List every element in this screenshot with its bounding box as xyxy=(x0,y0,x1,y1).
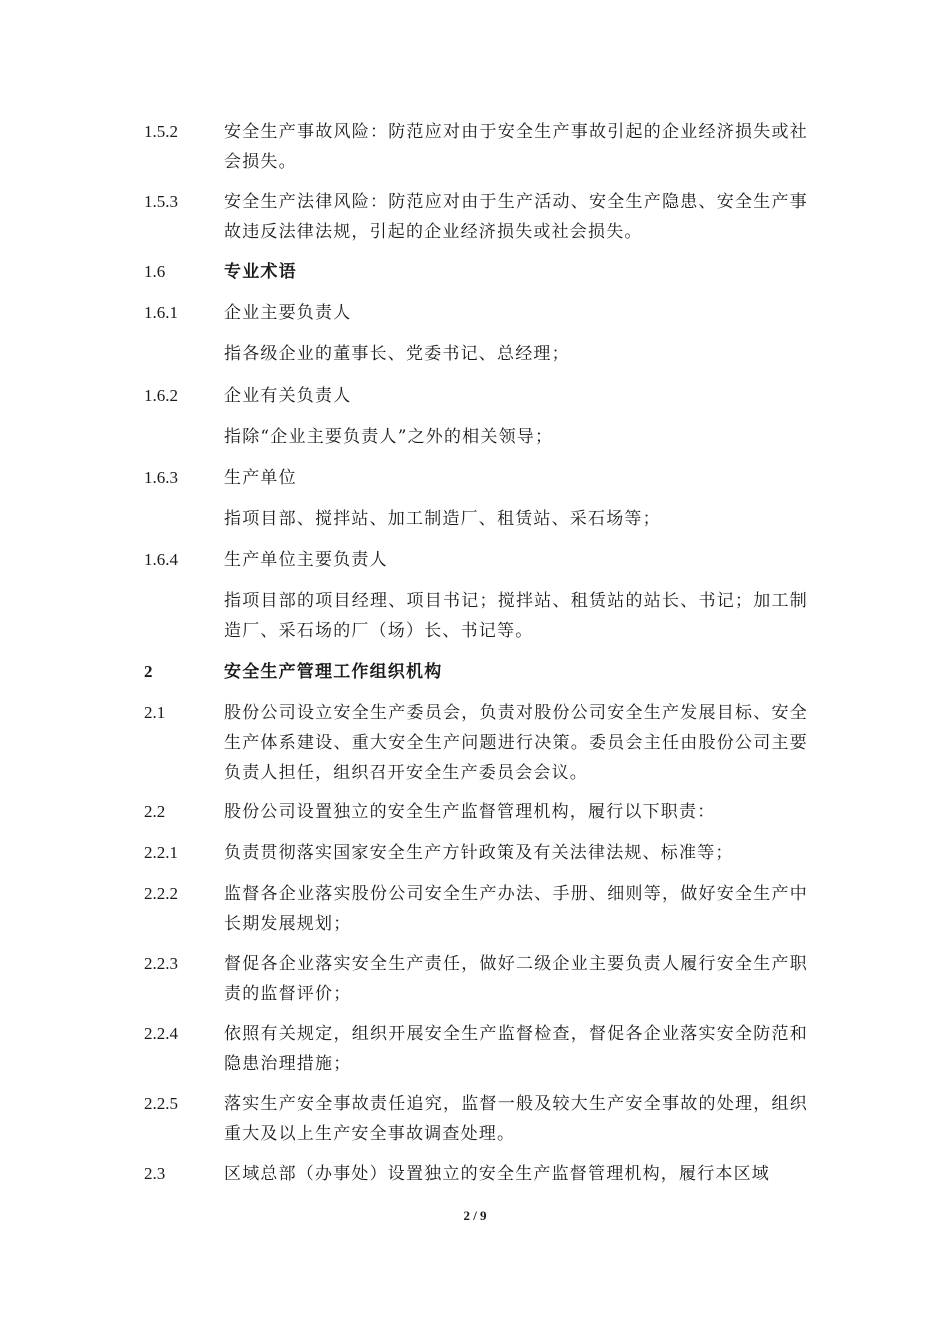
clause-text: 区域总部（办事处）设置独立的安全生产监督管理机构，履行本区域 xyxy=(224,1164,770,1184)
clause-number: 2.2.2 xyxy=(144,884,178,903)
clause-number: 1.5.2 xyxy=(144,122,178,141)
section-number: 1.6 xyxy=(144,262,166,281)
clause-text: 安全生产事故风险：防范应对由于安全生产事故引起的企业经济损失或社会损失。 xyxy=(224,122,808,172)
clause-number: 2.2.4 xyxy=(144,1024,178,1043)
clause-number: 2.2.3 xyxy=(144,954,178,973)
clause-number: 2.1 xyxy=(144,703,166,722)
section-title: 专业术语 xyxy=(224,262,297,282)
clause-number: 1.5.3 xyxy=(144,192,178,211)
clause-text: 负责贯彻落实国家安全生产方针政策及有关法律法规、标准等； xyxy=(224,843,734,863)
clause-text: 监督各企业落实股份公司安全生产办法、手册、细则等，做好安全生产中长期发展规划； xyxy=(224,884,808,934)
clause-number: 2.3 xyxy=(144,1164,166,1183)
clause-text: 落实生产安全事故责任追究，监督一般及较大生产安全事故的处理，组织重大及以上生产安全事故调查处理。 xyxy=(224,1094,808,1144)
page-number: 2 / 9 xyxy=(463,1208,487,1223)
clause-text: 股份公司设立安全生产委员会，负责对股份公司安全生产发展目标、安全生产体系建设、重大安全生产问题进行决策。委员会主任由股份公司主要负责人担任，组织召开安全生产委员会会议。 xyxy=(224,703,808,783)
definition-text: 指项目部的项目经理、项目书记；搅拌站、租赁站的站长、书记；加工制造厂、采石场的厂（场）长、书记等。 xyxy=(224,591,808,641)
clause-number: 2.2.5 xyxy=(144,1094,178,1113)
clause-number: 2.2 xyxy=(144,802,166,821)
definition-text: 指各级企业的董事长、党委书记、总经理； xyxy=(224,344,570,364)
clause-number: 1.6.2 xyxy=(144,386,178,405)
term-name: 生产单位 xyxy=(224,468,297,488)
clause-number: 2.2.1 xyxy=(144,843,178,862)
clause-text: 督促各企业落实安全生产责任，做好二级企业主要负责人履行安全生产职责的监督评价； xyxy=(224,954,808,1004)
definition-text: 指项目部、搅拌站、加工制造厂、租赁站、采石场等； xyxy=(224,509,661,529)
clause-text: 依照有关规定，组织开展安全生产监督检查，督促各企业落实安全防范和隐患治理措施； xyxy=(224,1024,808,1074)
section-number: 2 xyxy=(144,662,153,681)
term-name: 企业有关负责人 xyxy=(224,386,352,406)
definition-text: 指除“企业主要负责人”之外的相关领导； xyxy=(224,427,554,447)
clause-number: 1.6.3 xyxy=(144,468,178,487)
section-title: 安全生产管理工作组织机构 xyxy=(224,662,443,682)
term-name: 生产单位主要负责人 xyxy=(224,550,388,570)
term-name: 企业主要负责人 xyxy=(224,303,352,323)
clause-text: 安全生产法律风险：防范应对由于生产活动、安全生产隐患、安全生产事故违反法律法规，引起的企业经济损失或社会损失。 xyxy=(224,192,808,242)
clause-number: 1.6.1 xyxy=(144,303,178,322)
clause-text: 股份公司设置独立的安全生产监督管理机构，履行以下职责： xyxy=(224,802,716,822)
clause-number: 1.6.4 xyxy=(144,550,178,569)
